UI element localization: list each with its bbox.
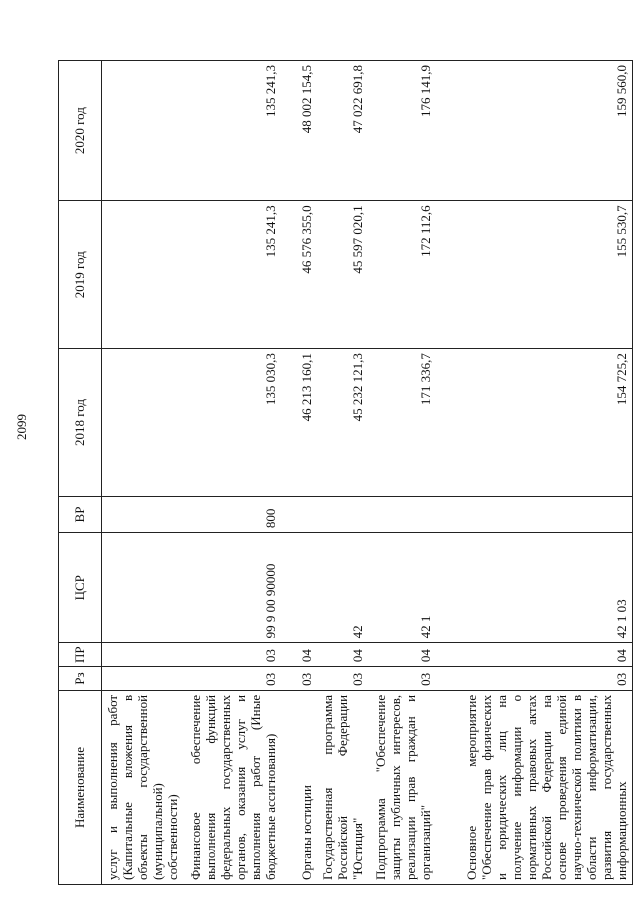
cell-2020: 48 002 154,5: [281, 61, 317, 201]
cell-vr: 800: [183, 496, 281, 532]
cell-2020: [102, 61, 184, 201]
cell-csr: 42: [317, 533, 368, 643]
cell-csr: [102, 533, 184, 643]
cell-pr: 04: [317, 643, 368, 667]
cell-rz: 03: [368, 667, 436, 691]
cell-csr: 99 9 00 90000: [183, 533, 281, 643]
cell-rz: 03: [281, 667, 317, 691]
header-vr: ВР: [59, 496, 102, 532]
cell-name: Государственная программа Российской Федерации "Юстиция": [317, 690, 368, 884]
cell-vr: [281, 496, 317, 532]
cell-2020: 159 560,0: [436, 61, 633, 201]
cell-name: услуг и выполнения работ (Капитальные вложения в объекты государственной (муниципальной) собственности): [102, 690, 184, 884]
cell-2019: 155 530,7: [436, 201, 633, 349]
header-2018: 2018 год: [59, 349, 102, 497]
cell-2018: [102, 349, 184, 497]
cell-name: Подпрограмма "Обеспечение защиты публичных интересов, реализации прав граждан и организаций": [368, 690, 436, 884]
cell-pr: 04: [436, 643, 633, 667]
cell-2019: [102, 201, 184, 349]
table-row: [102, 61, 184, 885]
cell-name: Основное мероприятие "Обеспечение прав физических и юридических лиц на получение информации о нормативных правовых актах Российской Федерации на основе проведения единой научно-технической политики в области информатизации, развития государственных информационных: [436, 690, 633, 884]
cell-pr: [102, 643, 184, 667]
cell-name: Органы юстиции: [281, 690, 317, 884]
cell-pr: 04: [368, 643, 436, 667]
cell-2019: 45 597 020,1: [317, 201, 368, 349]
header-rz: Рз: [59, 667, 102, 691]
budget-table: [58, 60, 633, 885]
cell-name: Финансовое обеспечение выполнения функций федеральных государственных органов, оказания услуг и выполнения работ (Иные бюджетные ассигнования): [183, 690, 281, 884]
cell-vr: [102, 496, 184, 532]
table-row: [183, 61, 281, 885]
cell-2019: 46 576 355,0: [281, 201, 317, 349]
header-row: [59, 61, 102, 885]
rotated-table-container: [58, 60, 629, 885]
cell-vr: [317, 496, 368, 532]
table-row: [368, 61, 436, 885]
cell-vr: [368, 496, 436, 532]
header-2019: 2019 год: [59, 201, 102, 349]
cell-pr: 04: [281, 643, 317, 667]
cell-csr: 42 1 03: [436, 533, 633, 643]
cell-csr: 42 1: [368, 533, 436, 643]
cell-2018: 46 213 160,1: [281, 349, 317, 497]
cell-2018: 154 725,2: [436, 349, 633, 497]
cell-2020: 47 022 691,8: [317, 61, 368, 201]
table-row: [317, 61, 368, 885]
header-2020: 2020 год: [59, 61, 102, 201]
table-row: [436, 61, 633, 885]
cell-rz: [102, 667, 184, 691]
header-name: Наименование: [59, 690, 102, 884]
cell-2018: 171 336,7: [368, 349, 436, 497]
table-row: [281, 61, 317, 885]
cell-pr: 03: [183, 643, 281, 667]
cell-2019: 172 112,6: [368, 201, 436, 349]
cell-2019: 135 241,3: [183, 201, 281, 349]
cell-2018: 45 232 121,3: [317, 349, 368, 497]
page-number: 2099: [14, 414, 29, 440]
header-pr: ПР: [59, 643, 102, 667]
cell-2018: 135 030,3: [183, 349, 281, 497]
cell-rz: 03: [317, 667, 368, 691]
cell-csr: [281, 533, 317, 643]
cell-rz: 03: [183, 667, 281, 691]
cell-2020: 176 141,9: [368, 61, 436, 201]
cell-vr: [436, 496, 633, 532]
header-csr: ЦСР: [59, 533, 102, 643]
cell-2020: 135 241,3: [183, 61, 281, 201]
cell-rz: 03: [436, 667, 633, 691]
